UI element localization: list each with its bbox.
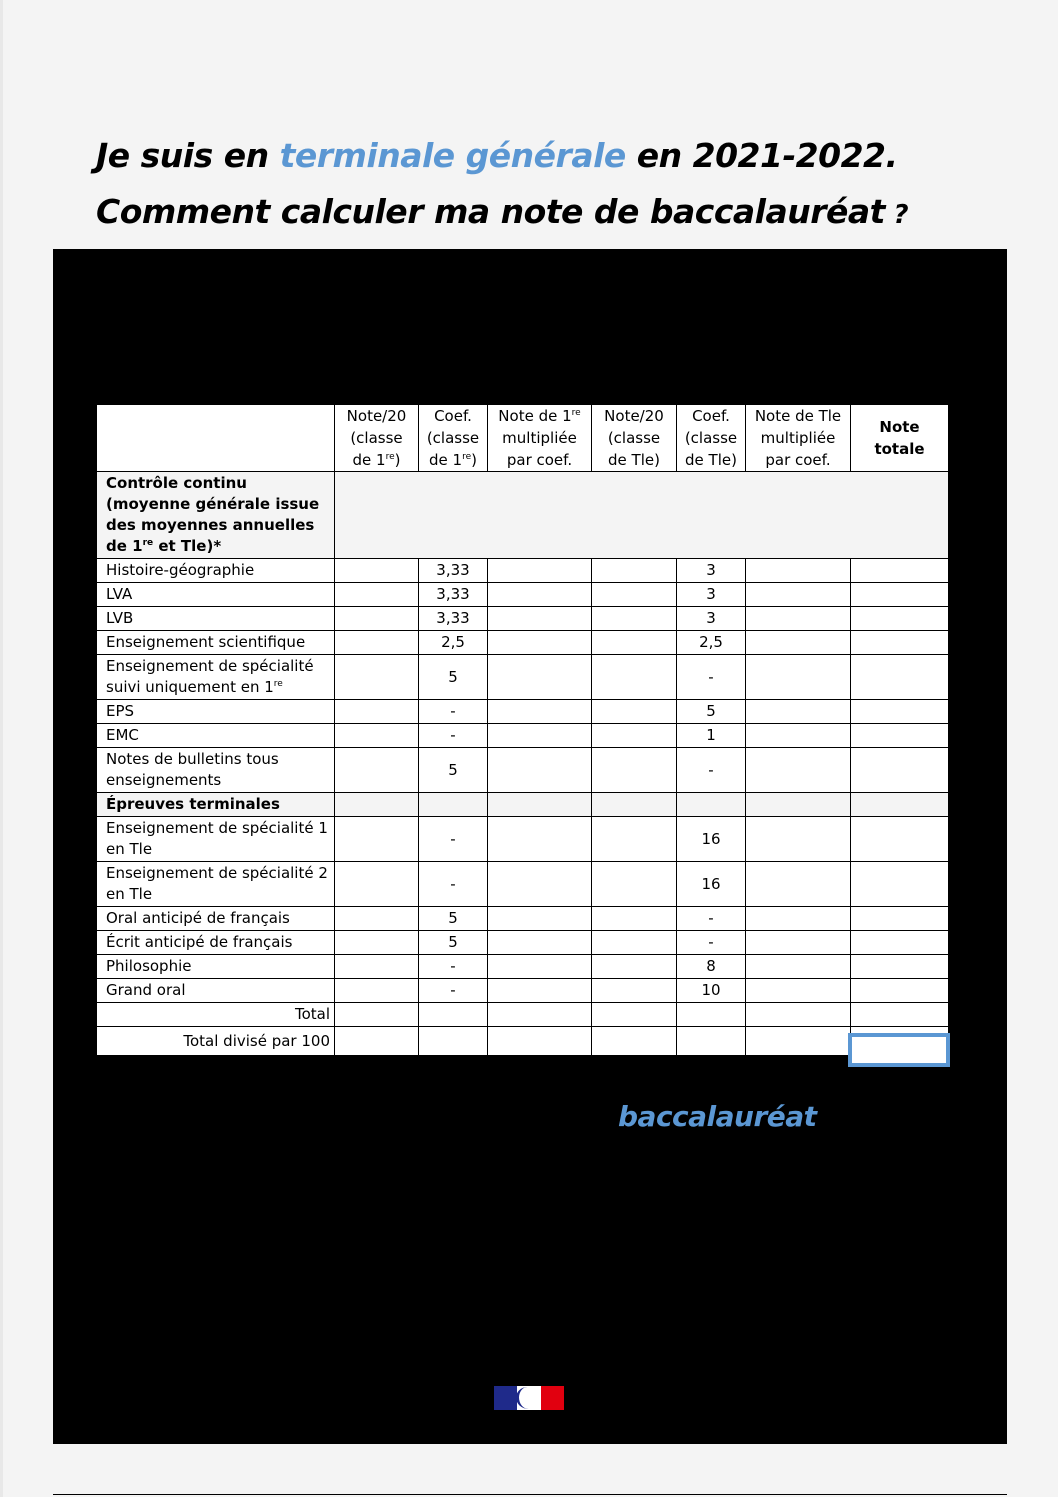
weighted-1re-cell[interactable]: [488, 655, 592, 700]
title-line-1: [96, 128, 996, 184]
note-1re-cell[interactable]: [335, 700, 419, 724]
row-label: Enseignement de spécialité suivi uniquement en 1re: [97, 655, 335, 700]
header-note-tle-weighted: Note de Tle multipliée par coef.: [746, 405, 851, 472]
final-grade-box[interactable]: [848, 1033, 950, 1067]
div-note-tle-cell[interactable]: [592, 1027, 677, 1056]
table-row: [97, 724, 949, 748]
header-note-tle: Note/20 (classe de Tle): [592, 405, 677, 472]
total-weighted-1re-cell[interactable]: [488, 1003, 592, 1027]
row-label: Notes de bulletins tous enseignements: [97, 748, 335, 793]
weighted-1re-cell[interactable]: [488, 817, 592, 862]
total-cell[interactable]: [851, 631, 949, 655]
weighted-1re-cell[interactable]: [488, 631, 592, 655]
section-controle-continu: [97, 472, 949, 559]
note-tle-cell[interactable]: [592, 979, 677, 1003]
coef-1re-cell: 5: [419, 655, 488, 700]
title-accent: terminale générale: [279, 136, 626, 175]
coef-1re-cell: -: [419, 700, 488, 724]
note-1re-cell[interactable]: [335, 907, 419, 931]
row-label: EMC: [97, 724, 335, 748]
note-tle-cell[interactable]: [592, 700, 677, 724]
note-1re-cell[interactable]: [335, 817, 419, 862]
total-coef-1re-cell[interactable]: [419, 1003, 488, 1027]
weighted-1re-cell[interactable]: [488, 979, 592, 1003]
coef-1re-cell: 5: [419, 907, 488, 931]
weighted-tle-cell[interactable]: [746, 955, 851, 979]
header-note-totale: Note totale: [851, 405, 949, 472]
section-label: Contrôle continu (moyenne générale issue des moyennes annuelles de 1re et Tle)*: [97, 472, 335, 559]
row-label: EPS: [97, 700, 335, 724]
total-cell[interactable]: [851, 907, 949, 931]
total-cell[interactable]: [851, 700, 949, 724]
div-weighted-1re-cell[interactable]: [488, 1027, 592, 1056]
coef-1re-cell: 3,33: [419, 559, 488, 583]
coef-tle-cell: 3: [677, 607, 746, 631]
div-note-1re-cell[interactable]: [335, 1027, 419, 1056]
total-weighted-tle-cell[interactable]: [746, 1003, 851, 1027]
coef-tle-cell: -: [677, 931, 746, 955]
note-tle-cell[interactable]: [592, 955, 677, 979]
weighted-1re-cell[interactable]: [488, 862, 592, 907]
table-row: [97, 862, 949, 907]
coef-1re-cell: 2,5: [419, 631, 488, 655]
total-coef-tle-cell[interactable]: [677, 1003, 746, 1027]
total-cell[interactable]: [851, 931, 949, 955]
table-row: [97, 955, 949, 979]
header-coef-tle: Coef. (classe de Tle): [677, 405, 746, 472]
total-cell[interactable]: [851, 748, 949, 793]
note-tle-cell[interactable]: [592, 631, 677, 655]
weighted-tle-cell[interactable]: [746, 631, 851, 655]
table-header-row: [97, 405, 949, 472]
coef-1re-cell: -: [419, 862, 488, 907]
weighted-tle-cell[interactable]: [746, 655, 851, 700]
total-note-tle-cell[interactable]: [592, 1003, 677, 1027]
coef-tle-cell: 10: [677, 979, 746, 1003]
title-question: Comment calculer ma note de baccalauréat: [96, 192, 885, 231]
note-tle-cell[interactable]: [592, 862, 677, 907]
row-label: Grand oral: [97, 979, 335, 1003]
weighted-1re-cell[interactable]: [488, 931, 592, 955]
note-tle-cell[interactable]: [592, 724, 677, 748]
weighted-1re-cell[interactable]: [488, 748, 592, 793]
row-label: Écrit anticipé de français: [97, 931, 335, 955]
row-label: Oral anticipé de français: [97, 907, 335, 931]
coef-tle-cell: 2,5: [677, 631, 746, 655]
total-cell[interactable]: [851, 979, 949, 1003]
note-1re-cell[interactable]: [335, 607, 419, 631]
title-line-2: [96, 184, 996, 243]
table-row: [97, 931, 949, 955]
coef-tle-cell: -: [677, 655, 746, 700]
coef-tle-cell: 3: [677, 559, 746, 583]
weighted-1re-cell[interactable]: [488, 724, 592, 748]
coef-tle-cell: 8: [677, 955, 746, 979]
section-epreuves-terminales: [97, 793, 949, 817]
row-label: LVB: [97, 607, 335, 631]
total-note-1re-cell[interactable]: [335, 1003, 419, 1027]
table-row: [97, 907, 949, 931]
coef-1re-cell: 5: [419, 931, 488, 955]
coef-tle-cell: 5: [677, 700, 746, 724]
row-label: LVA: [97, 583, 335, 607]
note-1re-cell[interactable]: [335, 931, 419, 955]
note-1re-cell[interactable]: [335, 724, 419, 748]
total-cell[interactable]: [851, 817, 949, 862]
weighted-1re-cell[interactable]: [488, 607, 592, 631]
table-row: [97, 817, 949, 862]
note-tle-cell[interactable]: [592, 559, 677, 583]
total-cell[interactable]: [851, 583, 949, 607]
total-cell[interactable]: [851, 607, 949, 631]
row-label: Philosophie: [97, 955, 335, 979]
table-row: [97, 607, 949, 631]
note-tle-cell[interactable]: [592, 931, 677, 955]
weighted-1re-cell[interactable]: [488, 559, 592, 583]
note-1re-cell[interactable]: [335, 583, 419, 607]
page-edge: [0, 0, 3, 1497]
total-cell[interactable]: [851, 559, 949, 583]
note-1re-cell[interactable]: [335, 862, 419, 907]
french-republic-marianne-flag-icon: [494, 1386, 564, 1410]
section-fill: [335, 472, 949, 559]
weighted-tle-cell[interactable]: [746, 817, 851, 862]
weighted-tle-cell[interactable]: [746, 559, 851, 583]
coef-1re-cell: 3,33: [419, 607, 488, 631]
table-row: [97, 655, 949, 700]
total-cell[interactable]: [851, 655, 949, 700]
total-cell[interactable]: [851, 724, 949, 748]
weighted-tle-cell[interactable]: [746, 700, 851, 724]
total-total-cell[interactable]: [851, 1003, 949, 1027]
header-coef-1re: Coef. (classe de 1re): [419, 405, 488, 472]
weighted-tle-cell[interactable]: [746, 607, 851, 631]
div-weighted-tle-cell[interactable]: [746, 1027, 851, 1056]
header-note-1re: Note/20 (classe de 1re): [335, 405, 419, 472]
table-row: [97, 748, 949, 793]
note-tle-cell[interactable]: [592, 655, 677, 700]
row-label: Enseignement scientifique: [97, 631, 335, 655]
note-1re-cell[interactable]: [335, 955, 419, 979]
weighted-tle-cell[interactable]: [746, 931, 851, 955]
note-1re-cell[interactable]: [335, 559, 419, 583]
total-divided-label: Total divisé par 100: [97, 1027, 335, 1056]
section-label: Épreuves terminales: [97, 793, 335, 817]
footer-divider: [53, 1494, 1007, 1495]
coef-1re-cell: 5: [419, 748, 488, 793]
note-1re-cell[interactable]: [335, 979, 419, 1003]
coef-tle-cell: -: [677, 907, 746, 931]
coef-1re-cell: -: [419, 955, 488, 979]
weighted-1re-cell[interactable]: [488, 700, 592, 724]
weighted-tle-cell[interactable]: [746, 907, 851, 931]
total-label: Total: [97, 1003, 335, 1027]
note-tle-cell[interactable]: [592, 583, 677, 607]
coef-1re-cell: -: [419, 817, 488, 862]
weighted-tle-cell[interactable]: [746, 979, 851, 1003]
coef-tle-cell: -: [677, 748, 746, 793]
weighted-1re-cell[interactable]: [488, 907, 592, 931]
weighted-tle-cell[interactable]: [746, 583, 851, 607]
row-label: Enseignement de spécialité 1 en Tle: [97, 817, 335, 862]
weighted-tle-cell[interactable]: [746, 862, 851, 907]
weighted-1re-cell[interactable]: [488, 583, 592, 607]
coef-1re-cell: -: [419, 979, 488, 1003]
note-1re-cell[interactable]: [335, 631, 419, 655]
total-cell[interactable]: [851, 955, 949, 979]
header-empty: [97, 405, 335, 472]
baccalaureat-word: baccalauréat: [618, 1100, 817, 1133]
coef-tle-cell: 1: [677, 724, 746, 748]
coef-tle-cell: 16: [677, 817, 746, 862]
weighted-1re-cell[interactable]: [488, 955, 592, 979]
total-row: [97, 1003, 949, 1027]
row-label: Enseignement de spécialité 2 en Tle: [97, 862, 335, 907]
note-tle-cell[interactable]: [592, 748, 677, 793]
note-tle-cell[interactable]: [592, 907, 677, 931]
table-row: [97, 583, 949, 607]
weighted-tle-cell[interactable]: [746, 748, 851, 793]
total-divided-row: [97, 1027, 949, 1056]
div-coef-1re-cell[interactable]: [419, 1027, 488, 1056]
div-coef-tle-cell[interactable]: [677, 1027, 746, 1056]
total-cell[interactable]: [851, 862, 949, 907]
table-row: [97, 700, 949, 724]
weighted-tle-cell[interactable]: [746, 724, 851, 748]
question-mark: ?: [884, 200, 909, 230]
table-row: [97, 631, 949, 655]
row-label: Histoire-géographie: [97, 559, 335, 583]
note-tle-cell[interactable]: [592, 607, 677, 631]
note-1re-cell[interactable]: [335, 748, 419, 793]
coef-1re-cell: -: [419, 724, 488, 748]
coef-tle-cell: 3: [677, 583, 746, 607]
header-note-1re-weighted: Note de 1re multipliée par coef.: [488, 405, 592, 472]
table-row: [97, 559, 949, 583]
note-tle-cell[interactable]: [592, 817, 677, 862]
note-1re-cell[interactable]: [335, 655, 419, 700]
title-text-end: en 2021-2022.: [625, 136, 898, 175]
grade-calculation-table: [96, 404, 949, 1056]
coef-tle-cell: 16: [677, 862, 746, 907]
table-row: [97, 979, 949, 1003]
page-title: [96, 128, 996, 243]
title-text: Je suis en: [96, 136, 280, 175]
coef-1re-cell: 3,33: [419, 583, 488, 607]
